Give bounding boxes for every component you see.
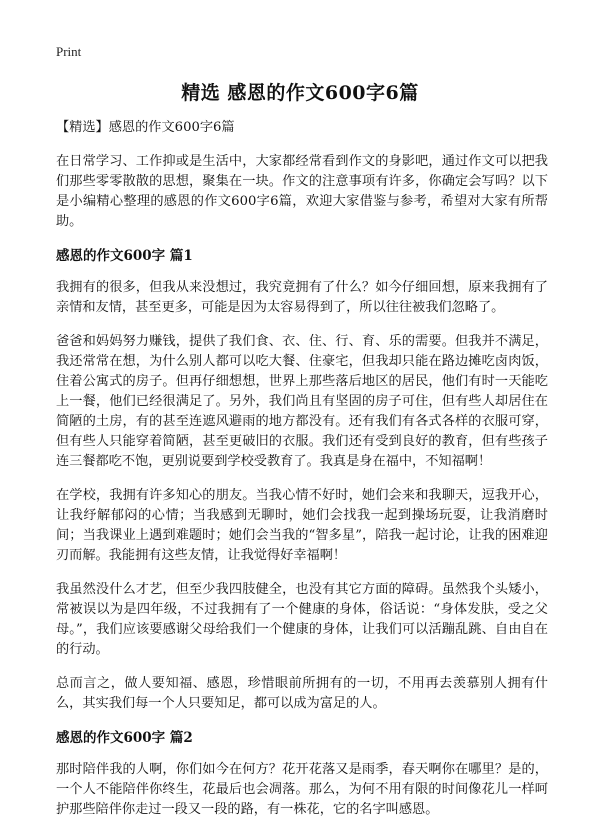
intro-paragraph: 在日常学习、工作抑或是生活中，大家都经常看到作文的身影吧，通过作文可以把我们那些零零散散的思想，聚集在一块。作文的注意事项有许多，你确定会写吗？以下是小编精心整理的感恩的作文600字6篇，欢迎大家借鉴与参考，希望对大家有所帮助。: [56, 154, 548, 229]
section-1-paragraph-4: 我虽然没什么才艺，但至少我四肢健全，也没有其它方面的障碍。虽然我个头矮小，常被误以为是四年级，不过我拥有了一个健康的身体，俗话说：“身体发肤，受之父母。”，我们应该要感谢父母给我们一个健康的身体，让我们可以活蹦乱跳、自由自在的行动。: [56, 582, 548, 657]
intro-line: 【精选】感恩的作文600字6篇: [56, 120, 235, 135]
section-1-heading: 感恩的作文600字 篇1: [56, 248, 193, 264]
section-1-paragraph-5: 总而言之，做人要知福、感恩，珍惜眼前所拥有的一切，不用再去羡慕别人拥有什么，其实我们每一个人只要知足，都可以成为富足的人。: [56, 676, 548, 711]
section-1-paragraph-1: 我拥有的很多，但我从来没想过，我究竟拥有了什么？如今仔细回想，原来我拥有了亲情和友情，甚至更多，可能是因为太容易得到了，所以往往被我们忽略了。: [56, 280, 548, 315]
document-body: [56, 118, 548, 828]
section-1-paragraph-2: 爸爸和妈妈努力赚钱，提供了我们食、衣、住、行、育、乐的需要。但我并不满足，我还常常在想，为什么别人都可以吃大餐、住豪宅，但我却只能在路边摊吃卤肉饭，住着公寓式的房子。但再仔细想想，世界上那些落后地区的居民，他们有时一天能吃上一餐，他们已经很满足了。另外，我们尚且有坚固的房子可住，但有些人却居住在简陋的土房，有的甚至连遮风避雨的地方都没有。还有我们有各式各样的衣服可穿，但有些人只能穿着简陋，甚至更破旧的衣服。我们还有受到良好的教育，但有些孩子连三餐都吃不饱，更别说要到学校受教育了。我真是身在福中，不知福啊！: [56, 334, 548, 469]
section-2-paragraph-1: 那时陪伴我的人啊，你们如今在何方？花开花落又是雨季，春天啊你在哪里？是的，一个人不能陪伴你终生，花最后也会凋落。那么，为何不用有限的时间像花儿一样呵护那些陪伴你走过一段又一段的路，有一株花，它的名字叫感恩。: [56, 762, 548, 817]
page-title: 精选 感恩的作文600字6篇: [181, 82, 419, 104]
section-1-paragraph-3: 在学校，我拥有许多知心的朋友。当我心情不好时，她们会来和我聊天，逗我开心，让我纾解郁闷的心情；当我感到无聊时，她们会找我一起到操场玩耍，让我消磨时间；当我课业上遇到难题时；她们会当我的“智多星”，陪我一起讨论，让我的困难迎刃而解。我能拥有这些友情，让我觉得好幸福啊！: [56, 488, 548, 563]
print-label: Print: [56, 44, 82, 59]
section-2-heading: 感恩的作文600字 篇2: [56, 730, 193, 746]
